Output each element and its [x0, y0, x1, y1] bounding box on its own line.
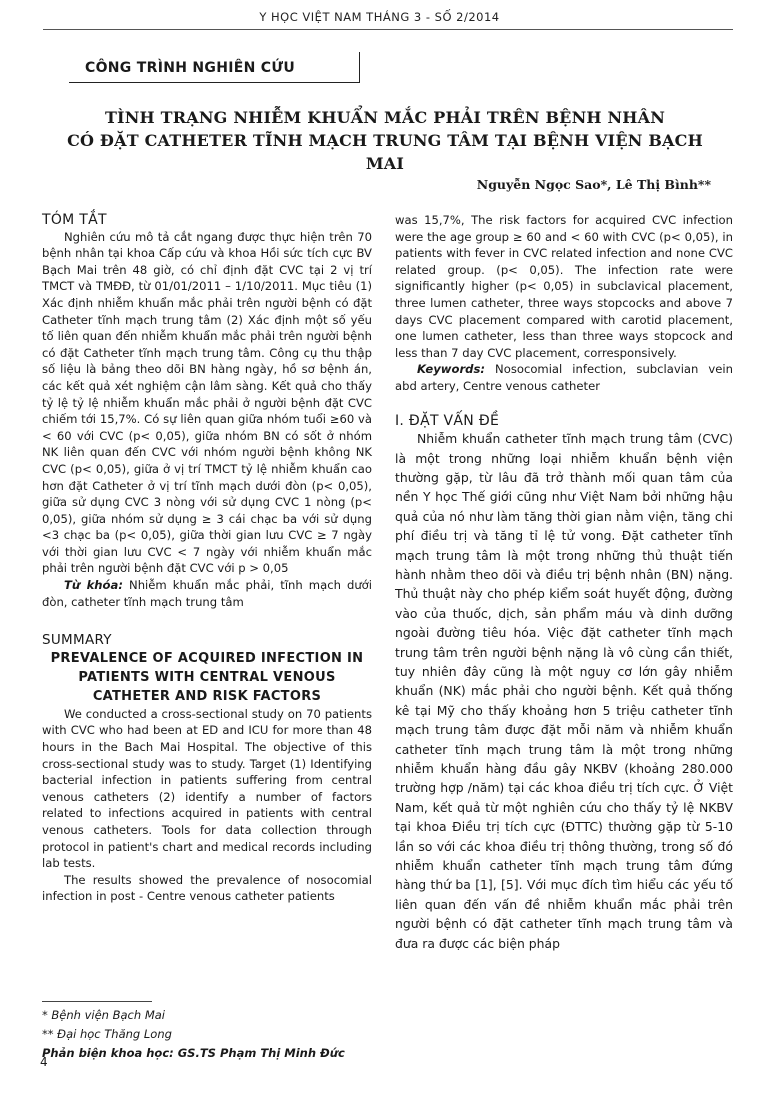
summary-para-1: We conducted a cross-sectional study on 70 patients with CVC who had been at ED and ICU for more than 48 hours in the Bach Mai Hospital. The objective of this cross-sectional study was to study. Target (1) Identifying bacterial infection in patients suffering from central venous catheters (2) identify a number of factors related to infections acquired in patients with central venous catheters. Tools for data collection through protocol in patient's chart and medical records including lab tests.: [42, 706, 372, 871]
summary-para-2: The results showed the prevalence of nosocomial infection in post - Centre venous catheter patients: [42, 872, 372, 904]
header-rule: [43, 29, 733, 30]
footnote-1: * Bệnh viện Bạch Mai: [42, 1008, 165, 1022]
article-title: [60, 106, 710, 175]
abstract-vi-heading: TÓM TẮT: [42, 212, 107, 228]
section-label-box: [69, 52, 360, 83]
keywords-label-en: Keywords:: [417, 362, 485, 377]
right-column: [395, 212, 733, 953]
section-1-body: Nhiễm khuẩn catheter tĩnh mạch trung tâm (CVC) là một trong những loại nhiễm khuẩn bệnh viện thường gặp, từ lâu đã trở thành mối quan tâm của nền Y học Thế giới cũng như Việt Nam bởi những hậu quả của nó như làm tăng thời gian nằm viện, tăng chi phí điều trị và tăng tỉ lệ tử vong. Đặt catheter tĩnh mạch trung tâm là một trong những thủ thuật tiến hành nhằm theo dõi và điều trị bệnh nhân (BN) nặng. Thủ thuật này cho phép kiểm soát huyết động, đường vào của thuốc, dịch, sản phẩm máu và dinh dưỡng ngoài đường tiêu hóa. Việc đặt catheter tĩnh mạch trung tâm trên người bệnh nặng là vô cùng cần thiết, tuy nhiên đây cũng là một nguy cơ lớn gây nhiễm khuẩn (NK) mắc phải cho người bệnh. Kết quả thống kê tại Mỹ cho thấy khoảng hơn 5 triệu catheter tĩnh mạch trung tâm được đặt mỗi năm và nhiễm khuẩn catheter tĩnh mạch trung tâm là một trong những nhiễm khuẩn hàng đầu gây NKBV (khoảng 280.000 trường hợp /năm) tại các khoa điều trị tích cực. Ở Việt Nam, kết quả từ một nghiên cứu cho thấy tỷ lệ NKBV tại khoa Điều trị tích cực (ĐTTC) thường gặp từ 5-10 lần so với các khoa điều trị thông thường, trong số đó nhiễm khuẩn catheter tĩnh mạch trung tâm đứng hàng thứ ba [1], [5]. Với mục đích tìm hiểu các yếu tố liên quan đến vấn đề nhiễm khuẩn mắc phải trên người bệnh có đặt catheter tĩnh mạch trung tâm và đưa ra được các biện pháp: [395, 431, 733, 951]
reviewer-note: Phản biện khoa học: GS.TS Phạm Thị Minh Đức: [42, 1046, 345, 1060]
footnote-2: ** Đại học Thăng Long: [42, 1027, 172, 1041]
abstract-vi-keywords: [42, 577, 372, 610]
keywords-en: Nosocomial infection, subclavian vein abd artery, Centre venous catheter: [395, 362, 733, 393]
left-column: [42, 212, 372, 905]
journal-header: Y HỌC VIỆT NAM THÁNG 3 - SỐ 2/2014: [259, 10, 500, 24]
summary-heading: SUMMARY: [42, 632, 112, 649]
keywords-label-vi: Từ khóa:: [64, 578, 123, 593]
summary-keywords: [395, 361, 733, 394]
summary-title: PREVALENCE OF ACQUIRED INFECTION IN PATIENTS WITH CENTRAL VENOUS CATHETER AND RISK FACTORS: [50, 650, 364, 704]
title-line-2: CÓ ĐẶT CATHETER TĨNH MẠCH TRUNG TÂM TẠI BỆNH VIỆN BẠCH MAI: [67, 131, 703, 173]
summary-para-2-continued: was 15,7%, The risk factors for acquired CVC infection were the age group ≥ 60 and < 60 with CVC (p< 0,05), in patients with fever in CVC related infection and none CVC related group. (p< 0,05). The infection rate were significantly higher (p< 0,05) in subclavical placement, three lumen catheter, three ways stopcocks and above 7 days CVC placement compared with carotid placement, one lumen catheter, less than three ways stopcock and less than 7 day CVC placement, corresponsively.: [395, 213, 733, 360]
keywords-vi: Nhiễm khuẩn mắc phải, tĩnh mạch dưới đòn, catheter tĩnh mạch trung tâm: [42, 578, 372, 609]
footnote-rule: [42, 1001, 152, 1002]
footnotes: [42, 1001, 372, 1063]
section-label: CÔNG TRÌNH NGHIÊN CỨU: [85, 60, 296, 76]
authors: Nguyễn Ngọc Sao*, Lê Thị Bình**: [476, 177, 711, 192]
title-line-1: TÌNH TRẠNG NHIỄM KHUẨN MẮC PHẢI TRÊN BỆNH NHÂN: [104, 108, 666, 127]
section-1-heading: I. ĐẶT VẤN ĐỀ: [395, 412, 500, 429]
abstract-vi-body: Nghiên cứu mô tả cắt ngang được thực hiện trên 70 bệnh nhân tại khoa Cấp cứu và khoa Hồi sức tích cực BV Bạch Mai trên 48 giờ, có chỉ định đặt CVC tại 2 vị trí TMCT và TMĐĐ, từ 01/01/2011 – 1/10/2011. Mục tiêu (1) Xác định nhiễm khuẩn mắc phải trên người bệnh có đặt Catheter tĩnh mạch trung tâm (2) Xác định một số yếu tố liên quan đến nhiễm khuẩn mắc phải trên người bệnh có đặt Catheter tĩnh mạch trung tâm. Công cụ thu thập số liệu là bảng theo dõi BN hàng ngày, hồ sơ bệnh án, các kết quả xét nghiệm cận lâm sàng. Kết quả cho thấy tỷ lệ tỷ lệ nhiễm khuẩn mắc phải ở người bệnh đặt CVC chiếm tới 15,7%. Có sự liên quan giữa nhóm tuổi ≥60 và < 60 với CVC (p< 0,05), giữa nhóm BN có sốt ở nhóm NK liên quan đến CVC với nhóm người bệnh không NK CVC (p< 0,05), giữa ở vị trí TMCT tỷ lệ nhiễm khuẩn cao hơn đặt Catheter ở vị trí tĩnh mạch dưới đòn (p< 0,05), giữa sử dụng CVC 3 nòng với sử dụng CVC 1 nòng (p< 0,05), giữa nhóm sử dụng ≥ 3 cái chạc ba với sử dụng <3 chạc ba (p< 0,05), giữa thời gian lưu CVC ≥ 7 ngày với thời gian lưu CVC < 7 ngày với nhiễm khuẩn mắc phải trên người bệnh đặt CVC với p > 0,05: [42, 229, 372, 576]
page-number: 4: [40, 1055, 48, 1069]
